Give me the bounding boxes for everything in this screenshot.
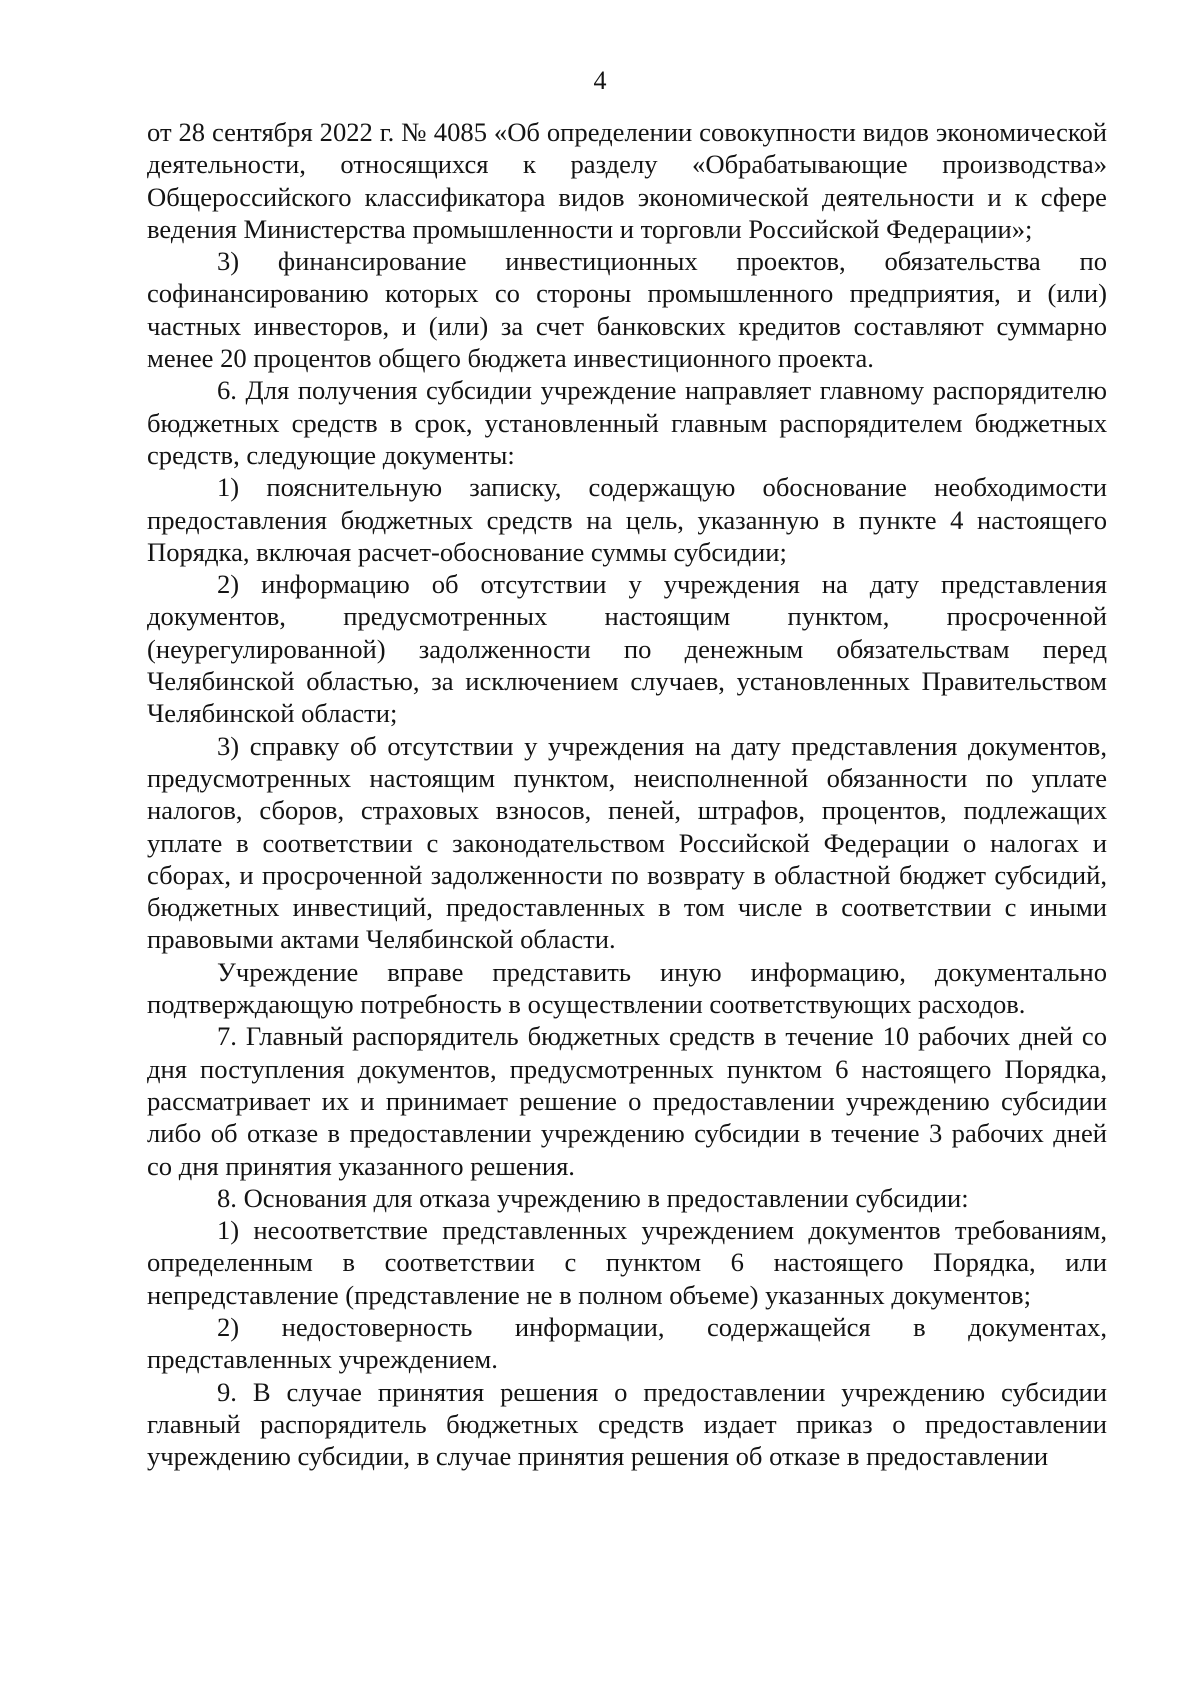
paragraph-point-6-item-1: 1) пояснительную записку, содержащую обоснование необходимости предоставления бюджетных средств на цель, указанную в пункте 4 настоящего Порядка, включая расчет-обоснование суммы субсидии; [147, 472, 1107, 567]
paragraph-point-8-item-1: 1) несоответствие представленных учреждением документов требованиям, определенным в соответствии с пунктом 6 настоящего Порядка, или непредставление (представление не в полном объеме) указанных документов; [147, 1215, 1107, 1310]
paragraph-point-6-item-3: 3) справку об отсутствии у учреждения на дату представления документов, предусмотренных настоящим пунктом, неисполненной обязанности по уплате налогов, сборов, страховых взносов, пеней, штрафов, процентов, подлежащих уплате в соответствии с законодательством Российской Федерации о налогах и сборах, и просроченной задолженности по возврату в областной бюджет субсидий, бюджетных инвестиций, предоставленных в том числе в соответствии с иными правовыми актами Челябинской области. [147, 730, 1107, 955]
paragraph-point-8: 8. Основания для отказа учреждению в предоставлении субсидии: [217, 1182, 969, 1213]
paragraph-continuation: от 28 сентября 2022 г. № 4085 «Об определении совокупности видов экономической деятельности, относящихся к разделу «Обрабатывающие производства» Общероссийского классификатора видов экономической деятельности и к сфере ведения Министерства промышленности и торговли Российской Федерации»; [147, 117, 1107, 244]
document-body [147, 116, 1107, 1472]
paragraph-point-8-item-2: 2) недостоверность информации, содержащейся в документах, представленных учреждением. [147, 1311, 1107, 1375]
page-number: 4 [593, 66, 607, 95]
paragraph-additional-info: Учреждение вправе представить иную информацию, документально подтверждающую потребность в осуществлении соответствующих расходов. [147, 956, 1107, 1020]
paragraph-point-7: 7. Главный распорядитель бюджетных средств в течение 10 рабочих дней со дня поступления документов, предусмотренных пунктом 6 настоящего Порядка, рассматривает их и принимает решение о предоставлении учреждению субсидии либо об отказе в предоставлении учреждению субсидии в течение 3 рабочих дней со дня принятия указанного решения. [147, 1021, 1107, 1181]
paragraph-point-9: 9. В случае принятия решения о предоставлении учреждению субсидии главный распорядитель бюджетных средств издает приказ о предоставлении учреждению субсидии, в случае принятия решения об отказе в предоставлении [147, 1376, 1107, 1472]
paragraph-item-3-financing: 3) финансирование инвестиционных проектов, обязательства по софинансированию которых со стороны промышленного предприятия, и (или) частных инвесторов, и (или) за счет банковских кредитов составляют суммарно менее 20 процентов общего бюджета инвестиционного проекта. [147, 246, 1107, 374]
paragraph-point-6: 6. Для получения субсидии учреждение направляет главному распорядителю бюджетных средств в срок, установленный главным распорядителем бюджетных средств, следующие документы: [147, 375, 1107, 470]
paragraph-point-6-item-2: 2) информацию об отсутствии у учреждения на дату представления документов, предусмотренных настоящим пунктом, просроченной (неурегулированной) задолженности по денежным обязательствам перед Челябинской областью, за исключением случаев, установленных Правительством Челябинской области; [147, 569, 1107, 729]
